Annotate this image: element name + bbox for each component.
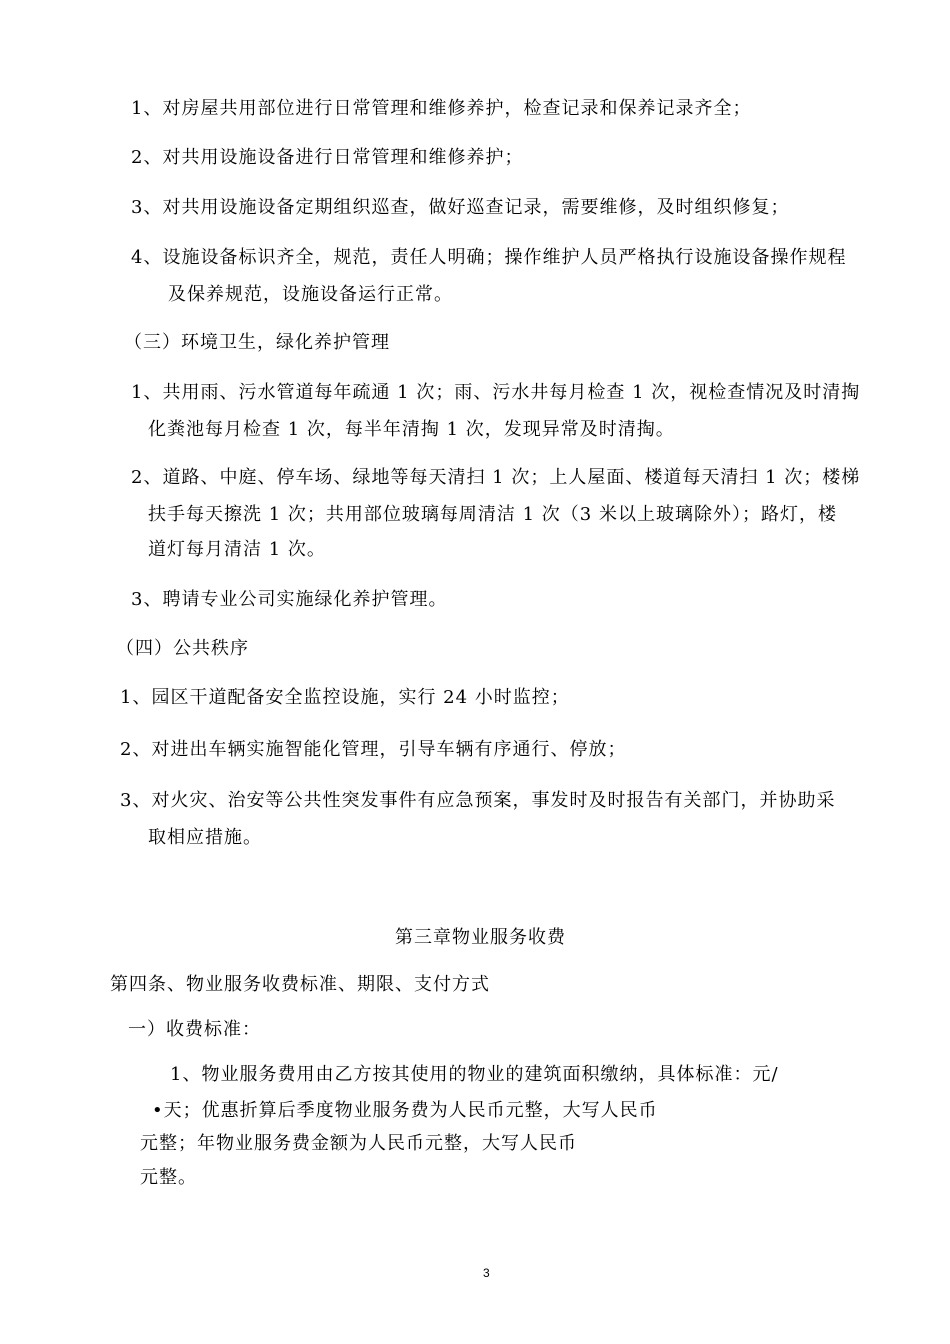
text-line: 2、道路、中庭、停车场、绿地等每天清扫 1 次；上人屋面、楼道每天清扫 1 次；楼梯 xyxy=(131,467,861,488)
text-line: 3、对火灾、治安等公共性突发事件有应急预案，事发时及时报告有关部门，并协助采 xyxy=(120,790,836,811)
text-line: 2、对进出车辆实施智能化管理，引导车辆有序通行、停放； xyxy=(120,739,627,760)
text-line: 4、设施设备标识齐全，规范，责任人明确；操作维护人员严格执行设施设备操作规程 xyxy=(131,247,847,268)
text-line: 取相应措施。 xyxy=(148,827,262,848)
text-line: 3、聘请专业公司实施绿化养护管理。 xyxy=(131,589,448,610)
chapter-title: 第三章物业服务收费 xyxy=(395,927,566,948)
text-line: 1、园区干道配备安全监控设施，实行 24 小时监控； xyxy=(120,687,570,708)
text-line: 道灯每月清洁 1 次。 xyxy=(148,539,326,560)
section-heading: （四）公共秩序 xyxy=(116,638,249,659)
text-line: 及保养规范，设施设备运行正常。 xyxy=(168,284,453,305)
section-heading: （三）环境卫生，绿化养护管理 xyxy=(124,332,390,353)
text-line: 3、对共用设施设备定期组织巡查，做好巡查记录，需要维修，及时组织修复； xyxy=(131,197,790,218)
text-line: 1、物业服务费用由乙方按其使用的物业的建筑面积缴纳，具体标准：元/ xyxy=(170,1064,779,1085)
text-line: 1、共用雨、污水管道每年疏通 1 次；雨、污水井每月检查 1 次，视检查情况及时清掏 xyxy=(131,382,861,403)
text-line: •天；优惠折算后季度物业服务费为人民币元整，大写人民币 xyxy=(152,1100,658,1121)
article-heading: 第四条、物业服务收费标准、期限、支付方式 xyxy=(110,974,490,995)
text-line: 扶手每天擦洗 1 次；共用部位玻璃每周清洁 1 次（3 米以上玻璃除外）；路灯，楼 xyxy=(148,504,837,525)
text-line: 化粪池每月检查 1 次，每半年清掏 1 次，发现异常及时清掏。 xyxy=(148,419,675,440)
text-line: 2、对共用设施设备进行日常管理和维修养护； xyxy=(131,147,524,168)
text-line: 元整；年物业服务费金额为人民币元整，大写人民币 xyxy=(140,1133,577,1154)
page-number: 3 xyxy=(483,1266,490,1280)
text-line: 元整。 xyxy=(140,1167,197,1188)
subsection-heading: 一）收费标准： xyxy=(128,1019,261,1040)
text-line: 1、对房屋共用部位进行日常管理和维修养护，检查记录和保养记录齐全； xyxy=(131,98,752,119)
